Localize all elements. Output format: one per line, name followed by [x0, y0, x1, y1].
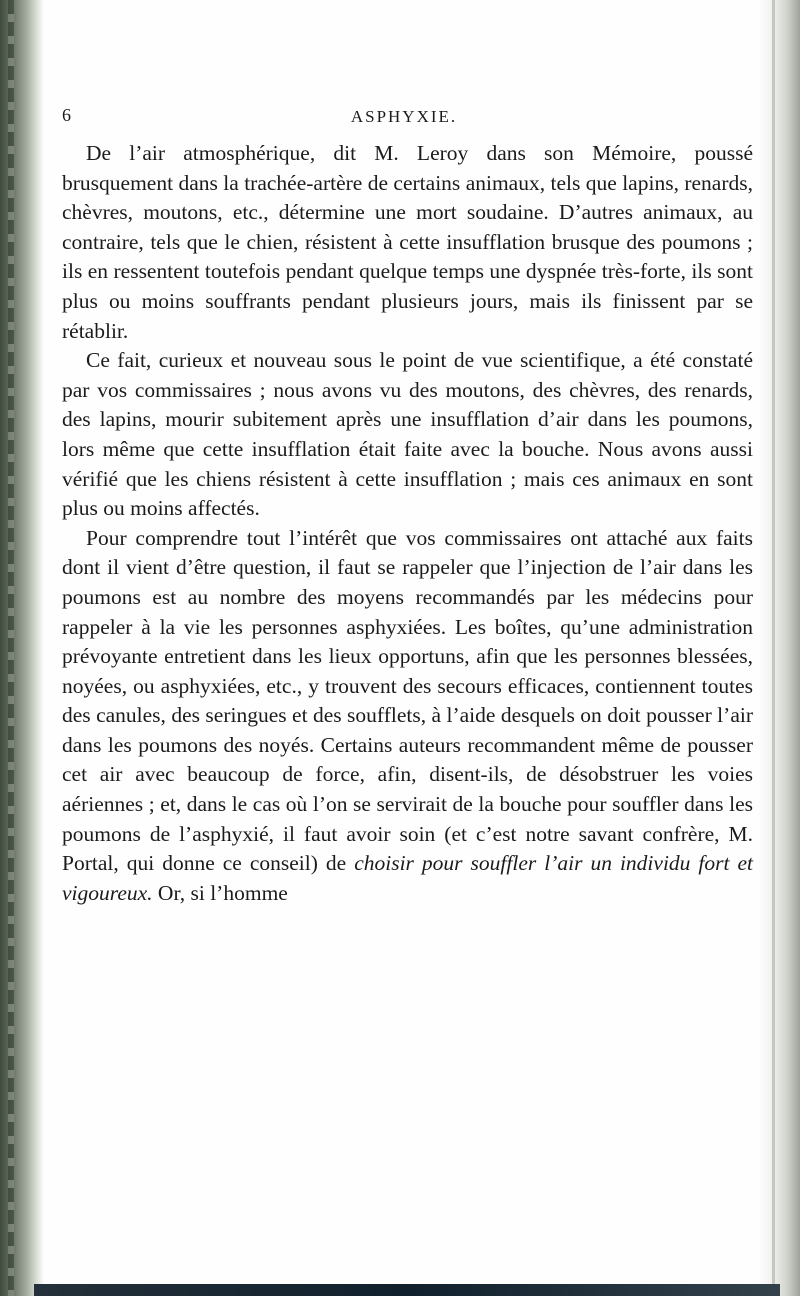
page-header	[62, 105, 762, 131]
page-edge-right	[758, 0, 800, 1296]
running-title: ASPHYXIE.	[350, 107, 458, 126]
book-binding-edge	[0, 0, 44, 1296]
page-number: 6	[62, 105, 71, 125]
page-bottom-edge	[34, 1284, 780, 1296]
paragraph-3-text: Pour comprendre tout l’intérêt que vos commissaires ont attaché aux faits dont il vient d’être question, il faut se rappeler que l’injection de l’air dans les poumons est au nombre des moyens recommandés par les médecins pour rappeler à la vie les personnes asphyxiées. Les boîtes, qu’une administration prévoyante entretient dans les lieux opportuns, afin que les personnes blessées, noyées, ou asphyxiées, etc., y trouvent des secours efficaces, contiennent toutes des canules, des seringues et des soufflets, à l’aide desquels on doit pousser l’air dans les poumons des noyés. Certains auteurs recommandent même de pousser cet air avec beaucoup de force, afin, disent-ils, de désobstruer les voies aériennes ; et, dans le cas où l’on se servirait de la bouche pour souffler dans les poumons de l’asphyxié, il faut avoir soin (et c’est notre savant confrère, M. Portal, qui donne ce conseil) de	[62, 525, 753, 876]
paragraph-3	[62, 524, 753, 909]
book-page	[62, 105, 762, 908]
trailing-text: Or, si l’homme	[152, 880, 288, 905]
paragraph-2: Ce fait, curieux et nouveau sous le point de vue scientifique, a été constaté par vos commissaires ; nous avons vu des moutons, des chèvres, des renards, des lapins, mourir subitement après une insufflation d’air dans les poumons, lors même que cette insufflation était faite avec la bouche. Nous avons aussi vérifié que les chiens résistent à cette insufflation ; mais ces animaux en sont plus ou moins affectés.	[62, 348, 753, 521]
italic-phrase: choisir pour souffler l’air un individu fort et vigoureux.	[62, 851, 753, 905]
body-text	[62, 139, 753, 908]
paragraph-1: De l’air atmosphérique, dit M. Leroy dans son Mémoire, poussé brusquement dans la trachée-artère de certains animaux, tels que lapins, renards, chèvres, moutons, etc., détermine une mort soudaine. D’autres animaux, au contraire, tels que le chien, résistent à cette insufflation brusque des poumons ; ils en ressentent toutefois pendant quelque temps une dyspnée très-forte, ils sont plus ou moins souffrants pendant plusieurs jours, mais ils finissent par se rétablir.	[62, 141, 753, 343]
